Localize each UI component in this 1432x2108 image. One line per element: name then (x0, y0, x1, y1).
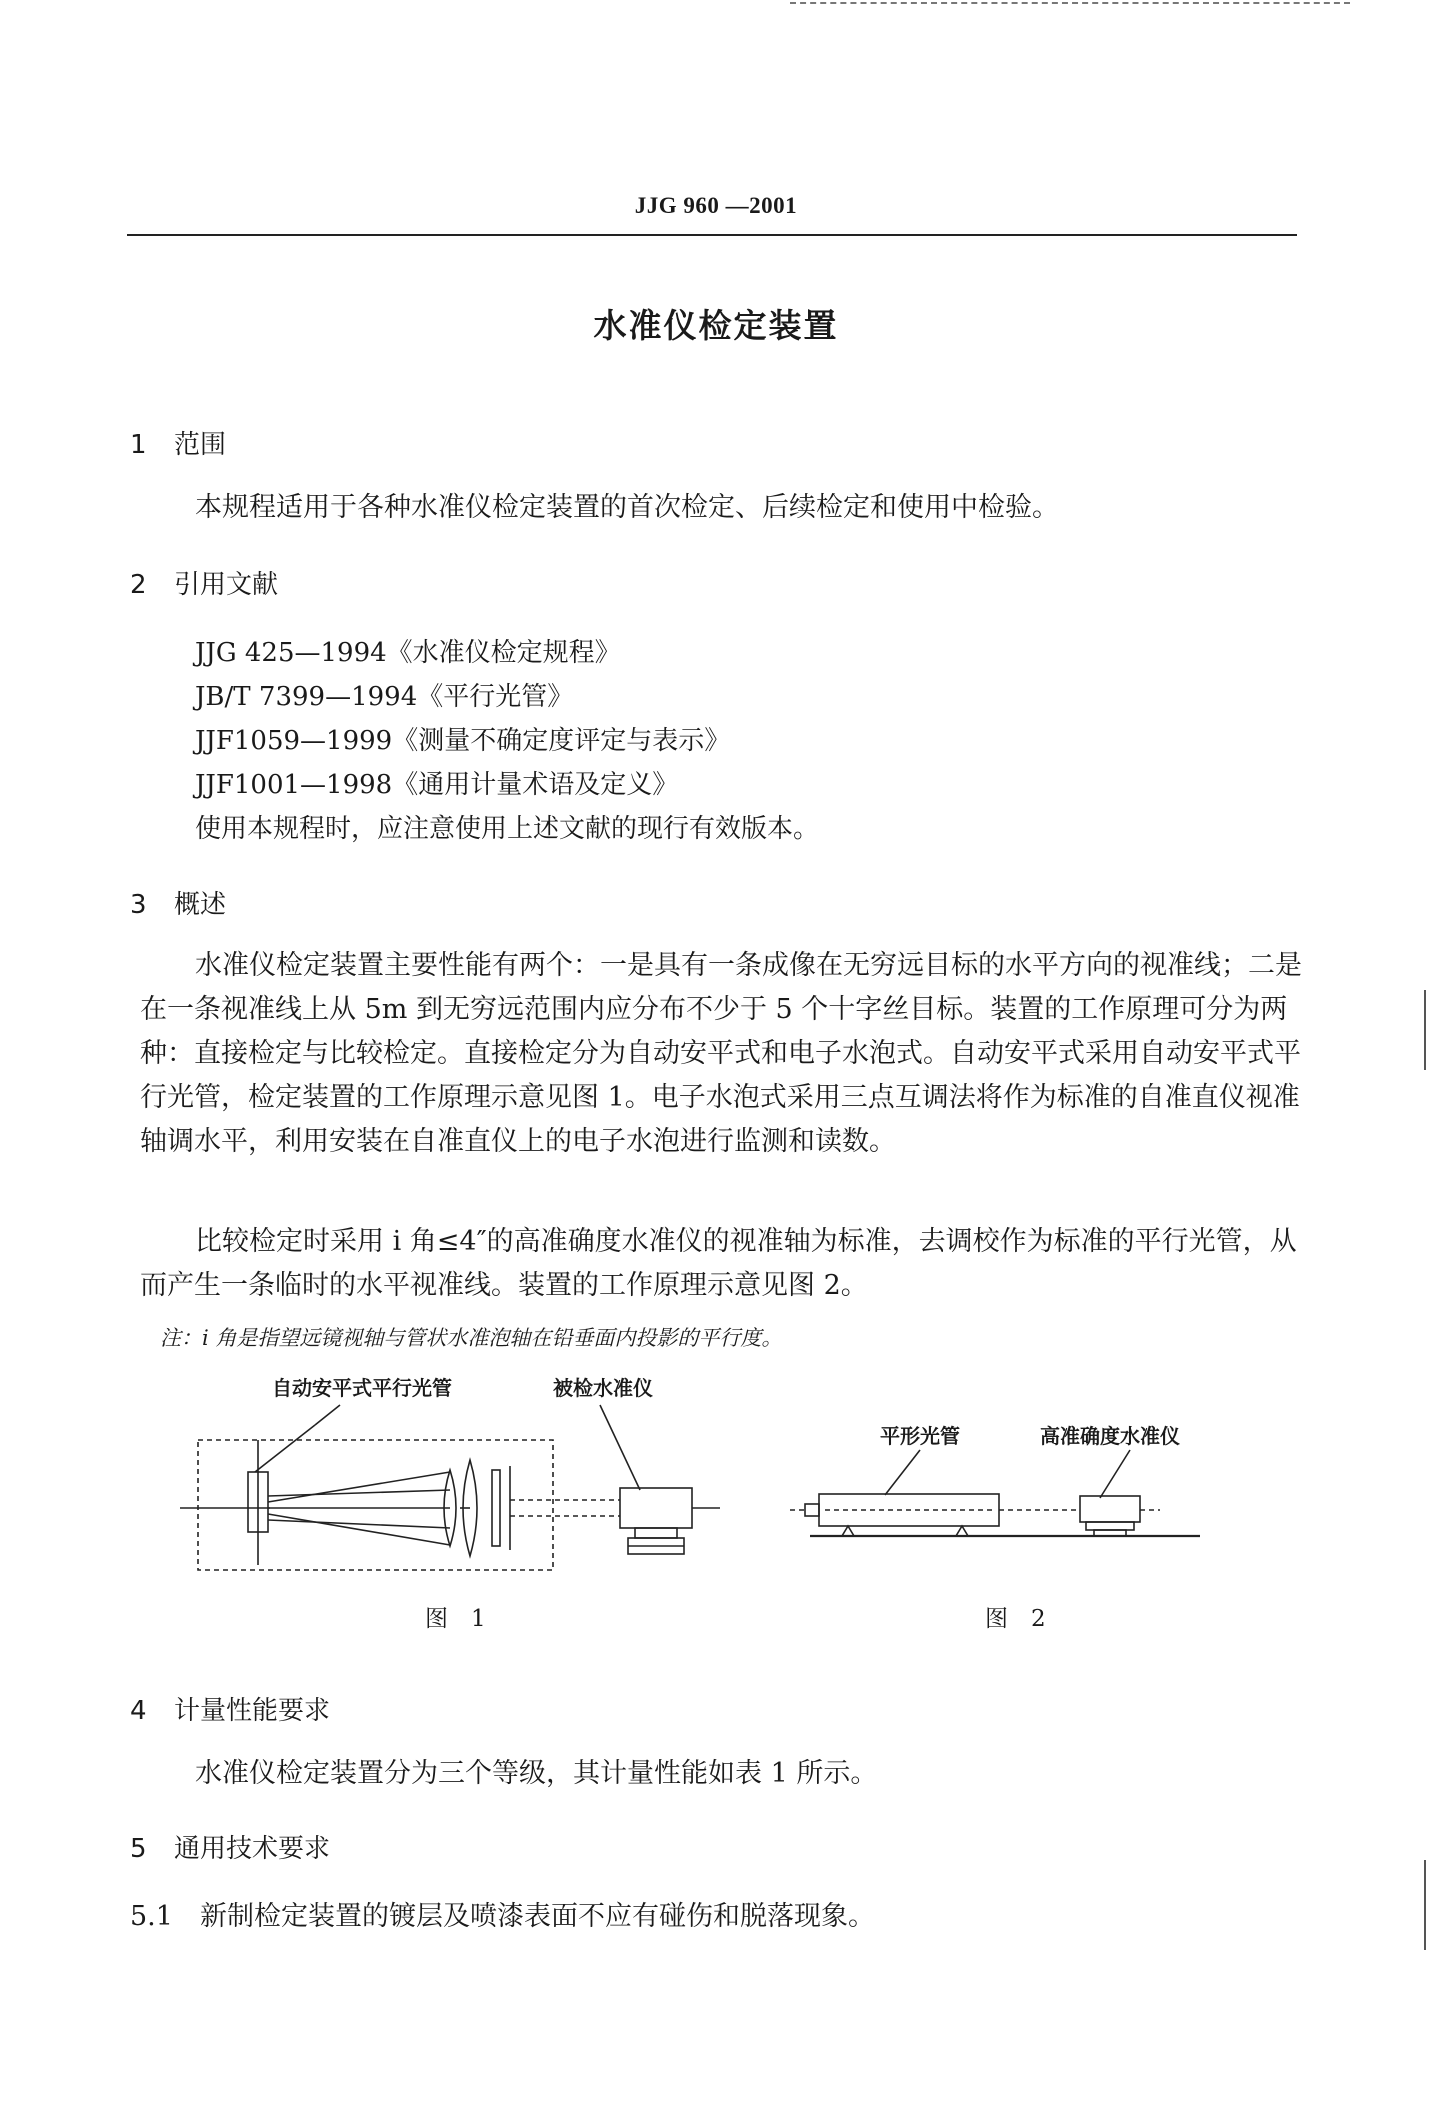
clause-number: 5.1 (130, 1901, 173, 1932)
section-number: 2 (130, 570, 147, 600)
section-number: 3 (130, 890, 147, 920)
metrology-paragraph: 水准仪检定装置分为三个等级，其计量性能如表 1 所示。 (195, 1758, 878, 1789)
section-3-heading (130, 884, 226, 921)
page-title: 水准仪检定装置 (593, 306, 839, 345)
reference-item: JB/T 7399—1994《平行光管》 (195, 682, 574, 712)
overview-paragraph-2: 比较检定时采用 i 角≤4″的高准确度水准仪的视准轴为标准，去调校作为标准的平行光管，从而产生一条临时的水平视准线。装置的工作原理示意见图 2。 (140, 1226, 1297, 1301)
figure2-label-level: 高准确度水准仪 (1040, 1424, 1180, 1448)
section-title: 概述 (174, 890, 227, 920)
section-number: 4 (130, 1696, 147, 1726)
section-title: 范围 (174, 430, 227, 460)
i-angle-note: 注：i 角是指望远镜视轴与管状水准泡轴在铅垂面内投影的平行度。 (160, 1326, 783, 1350)
reference-item: JJG 425—1994《水准仪检定规程》 (195, 638, 621, 668)
section-title: 引用文献 (174, 570, 279, 600)
section-2-heading (130, 564, 278, 601)
section-title: 通用技术要求 (174, 1834, 331, 1864)
top-scan-line (790, 2, 1350, 4)
overview-paragraph-1: 水准仪检定装置主要性能有两个：一是具有一条成像在无穷远目标的水平方向的视准线；二是在一条视准线上从 5m 到无穷远范围内应分布不少于 5 个十字丝目标。装置的工作原理可分为两种：直接检定与比较检定。直接检定分为自动安平式和电子水泡式。自动安平式采用自动安平式平行光管，检定装置的工作原理示意见图 1。电子水泡式采用三点互调法将作为标准的自准直仪视准轴调水平，利用安装在自准直仪上的电子水泡进行监测和读数。 (140, 950, 1302, 1157)
section-5-heading (130, 1828, 330, 1865)
figure1-caption: 图 1 (425, 1606, 486, 1632)
figure1-label-level: 被检水准仪 (553, 1376, 653, 1400)
figure1-diagram (180, 1400, 740, 1600)
scan-edge-mark (1424, 1860, 1426, 1950)
clause-5-1 (130, 1894, 875, 1933)
section-4-heading (130, 1690, 330, 1727)
figure2-label-collimator: 平形光管 (880, 1424, 960, 1448)
scope-paragraph: 本规程适用于各种水准仪检定装置的首次检定、后续检定和使用中检验。 (195, 492, 1059, 523)
figure1-label-collimator: 自动安平式平行光管 (272, 1376, 452, 1400)
reference-note: 使用本规程时，应注意使用上述文献的现行有效版本。 (195, 814, 820, 844)
figure2-caption: 图 2 (985, 1606, 1046, 1632)
reference-item: JJF1001—1998《通用计量术语及定义》 (195, 770, 679, 800)
reference-item: JJF1059—1999《测量不确定度评定与表示》 (195, 726, 731, 756)
section-number: 1 (130, 430, 147, 460)
section-title: 计量性能要求 (174, 1696, 331, 1726)
section-1-heading (130, 424, 226, 461)
clause-text: 新制检定装置的镀层及喷漆表面不应有碰伤和脱落现象。 (200, 1901, 875, 1932)
standard-code: JJG 960 —2001 (634, 193, 798, 218)
scan-edge-mark (1424, 990, 1426, 1070)
header-rule (127, 234, 1297, 236)
section-number: 5 (130, 1834, 147, 1864)
figure2-diagram (800, 1440, 1220, 1580)
